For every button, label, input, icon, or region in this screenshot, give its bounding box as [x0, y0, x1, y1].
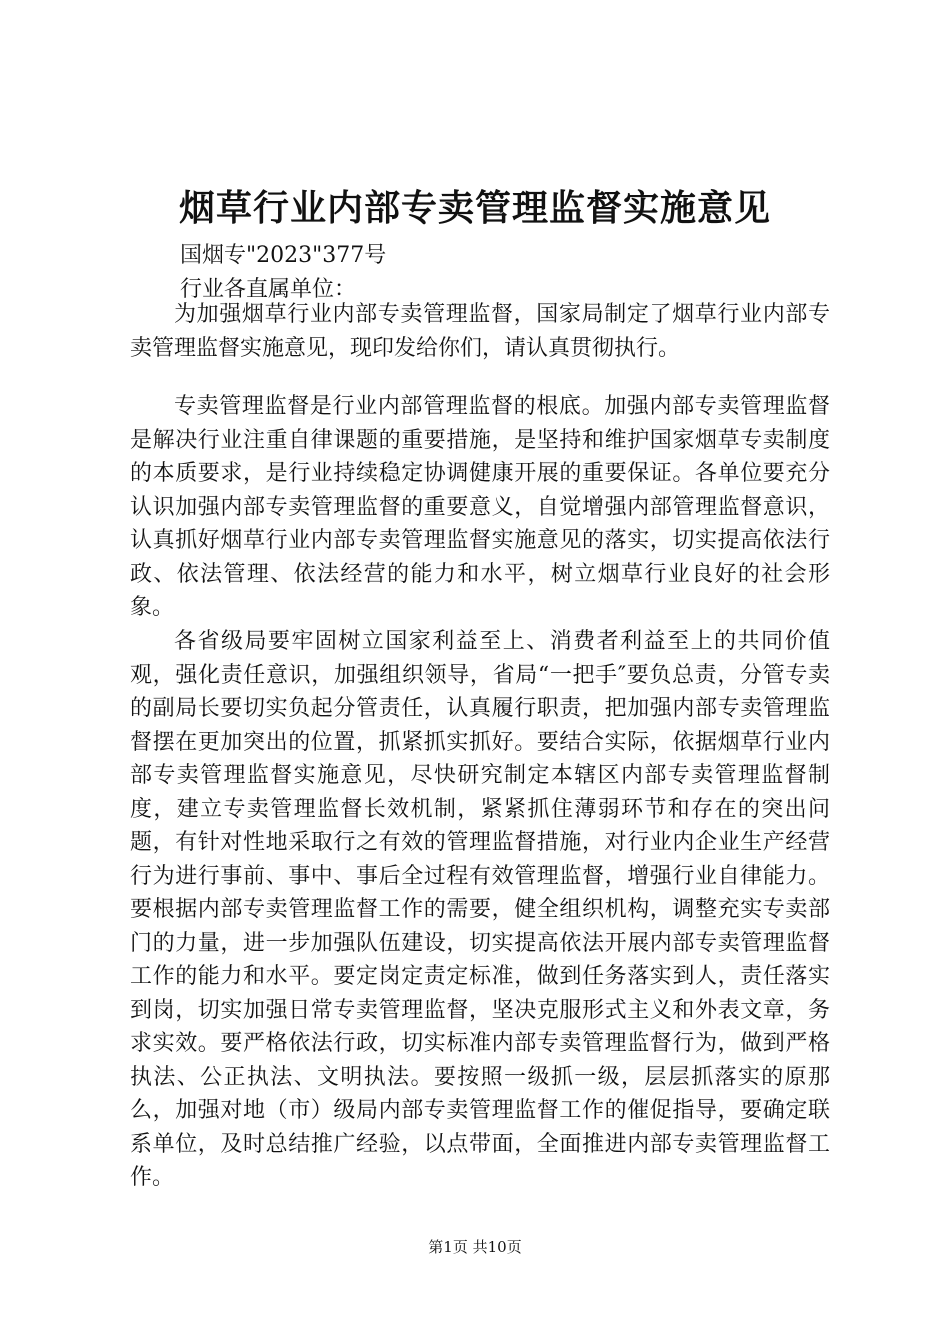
body-paragraph-2: 各省级局要牢固树立国家利益至上、消费者利益至上的共同价值观，强化责任意识，加强组织领导，省局“一把手″要负总责，分管专卖的副局长要切实负起分管责任，认真履行职责，把加强内部专卖管理监督摆在更加突出的位置，抓紧抓实抓好。要结合实际，依据烟草行业内部专卖管理监督实施意见，尽快研究制定本辖区内部专卖管理监督制度，建立专卖管理监督长效机制，紧紧抓住薄弱环节和存在的突出问题，有针对性地采取行之有效的管理监督措施，对行业内企业生产经营行为进行事前、事中、事后全过程有效管理监督，增强行业自律能力。要根据内部专卖管理监督工作的需要，健全组织机构，调整充实专卖部门的力量，进一步加强队伍建设，切实提高依法开展内部专卖管理监督工作的能力和水平。要定岗定责定标准，做到任务落实到人，责任落实到岗，切实加强日常专卖管理监督，坚决克服形式主义和外表文章，务求实效。要严格依法行政，切实标准内部专卖管理监督行为，做到严格执法、公正执法、文明执法。要按照一级抓一级，层层抓落实的原那么，加强对地（市）级局内部专卖管理监督工作的催促指导，要确定联系单位，及时总结推广经验，以点带面，全面推进内部专卖管理监督工作。 — [130, 629, 830, 1190]
intro-paragraph: 为加强烟草行业内部专卖管理监督，国家局制定了烟草行业内部专卖管理监督实施意见，现印发给你们，请认真贯彻执行。 — [130, 302, 830, 361]
document-title: 烟草行业内部专卖管理监督实施意见 — [178, 187, 771, 229]
page-number-footer: 第1页 共10页 — [428, 1238, 522, 1256]
document-reference-number: 国烟专"2023"377号 — [180, 243, 387, 268]
body-paragraph-1: 专卖管理监督是行业内部管理监督的根底。加强内部专卖管理监督是解决行业注重自律课题的重要措施，是坚持和维护国家烟草专卖制度的本质要求，是行业持续稳定协调健康开展的重要保证。各单位要充分认识加强内部专卖管理监督的重要意义，自觉增强内部管理监督意识，认真抓好烟草行业内部专卖管理监督实施意见的落实，切实提高依法行政、依法管理、依法经营的能力和水平，树立烟草行业良好的社会形象。 — [130, 394, 830, 620]
addressee-line: 行业各直属单位： — [180, 277, 357, 302]
